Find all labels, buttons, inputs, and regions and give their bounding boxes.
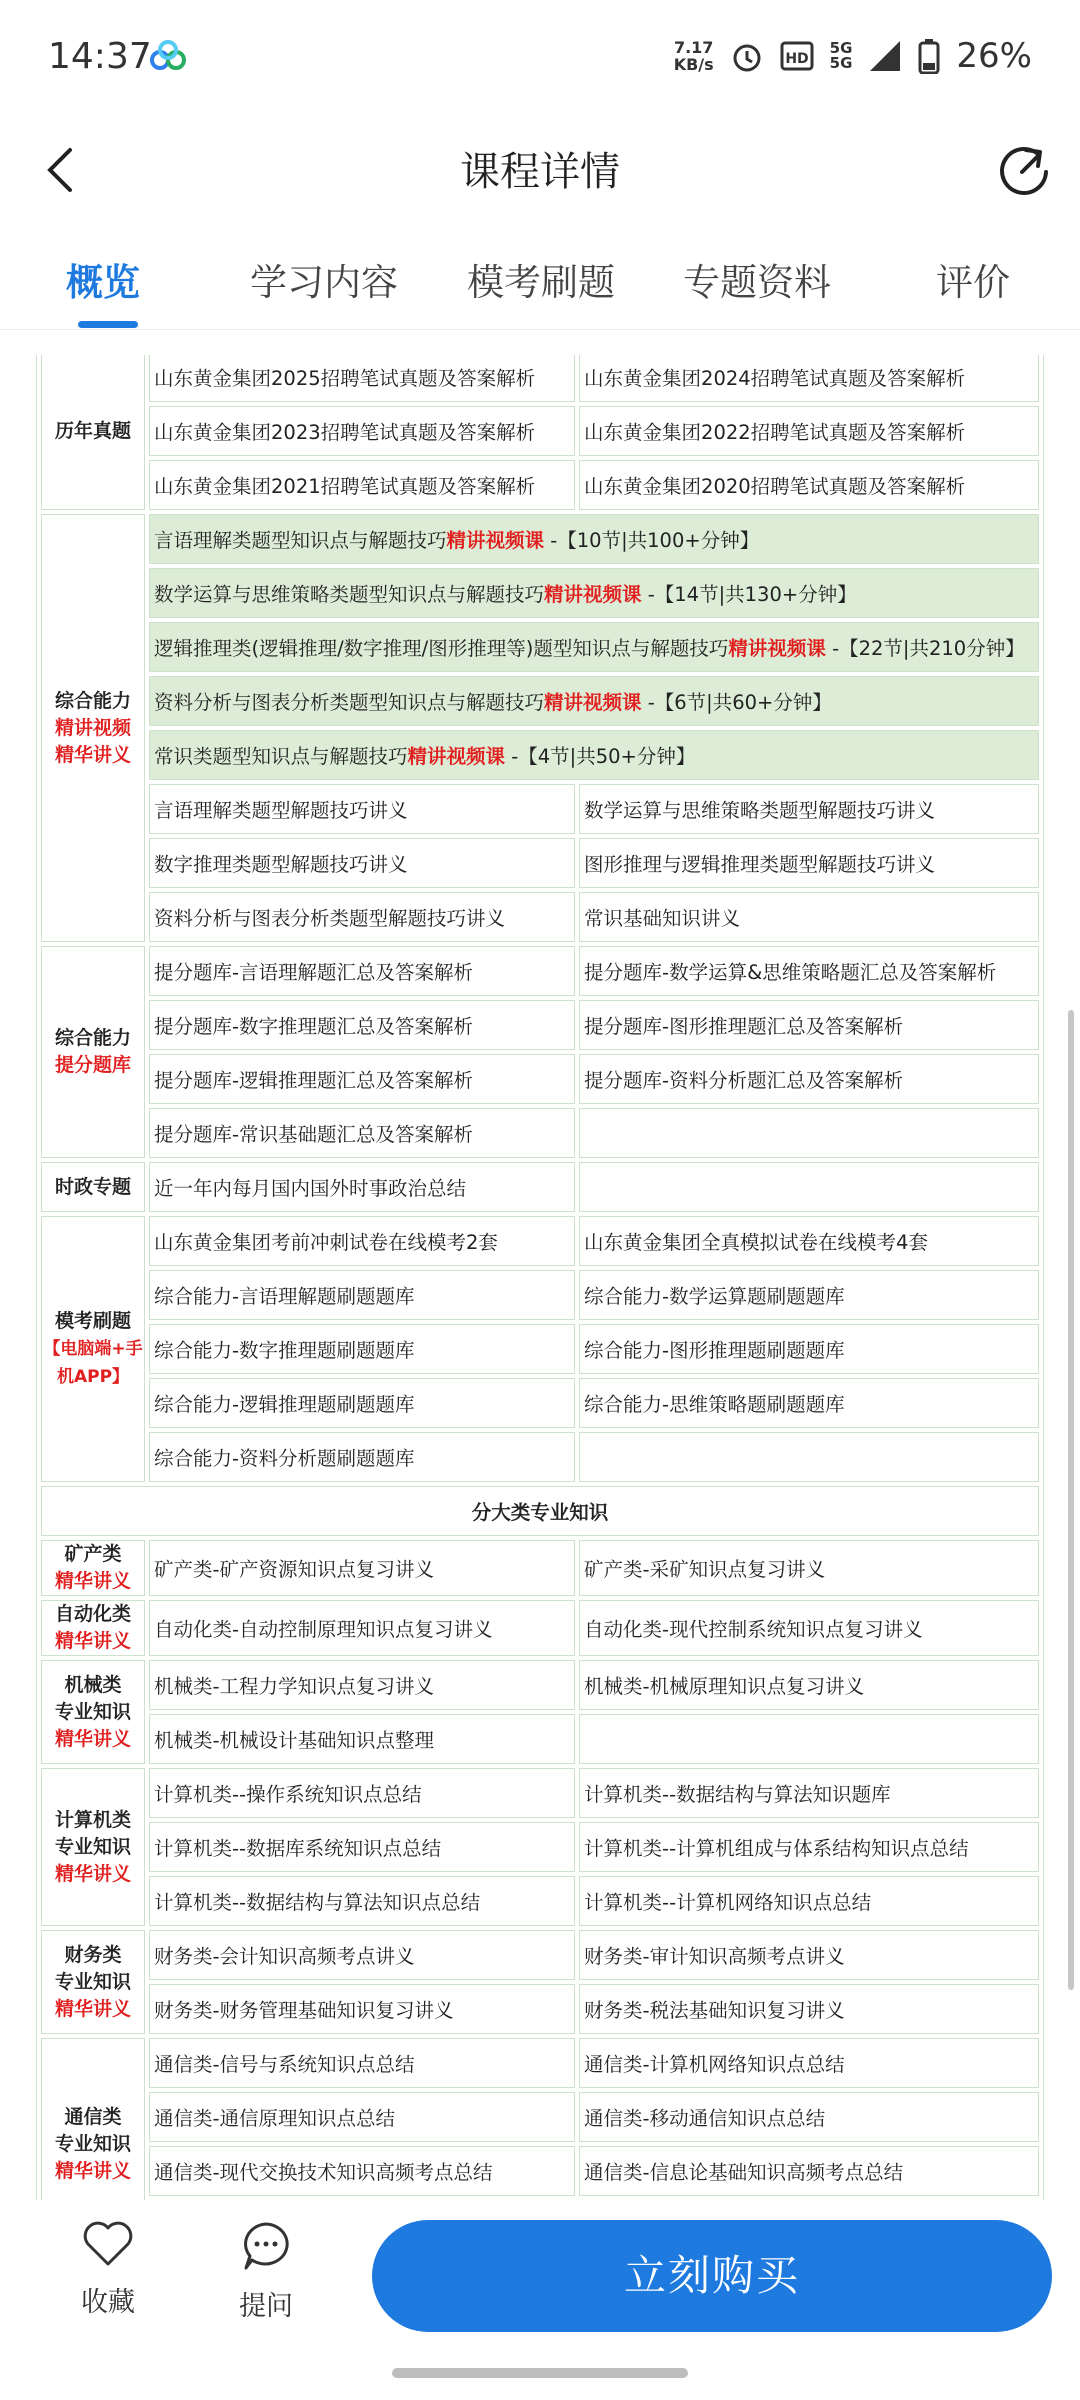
page-header (0, 120, 1080, 220)
table-row (41, 1270, 1039, 1320)
category-cell: 模考刷题 【电脑端+手机APP】 (41, 1216, 145, 1482)
tab-learning-content[interactable]: 学习内容 (250, 261, 398, 304)
table-row (41, 460, 1039, 510)
table-row (41, 1000, 1039, 1050)
table-cell: 山东黄金集团2023招聘笔试真题及答案解析 (149, 406, 575, 456)
table-cell: 提分题库-言语理解题汇总及答案解析 (149, 946, 575, 996)
ask-question-label: 提问 (239, 2291, 293, 2322)
table-cell: 提分题库-数学运算&思维策略题汇总及答案解析 (579, 946, 1039, 996)
table-row (41, 1378, 1039, 1428)
table-cell: 山东黄金集团2024招聘笔试真题及答案解析 (579, 355, 1039, 402)
table-row (41, 1930, 1039, 1980)
table-cell: 图形推理与逻辑推理类题型解题技巧讲义 (579, 838, 1039, 888)
table-cell (579, 1714, 1039, 1764)
battery-percent: 26% (956, 36, 1032, 76)
network-type: 5G 5G (829, 39, 853, 72)
share-refresh-icon[interactable] (994, 138, 1054, 198)
table-cell: 综合能力-思维策略题刷题题库 (579, 1378, 1039, 1428)
table-cell: 机械类-工程力学知识点复习讲义 (149, 1660, 575, 1710)
table-row (41, 1486, 1039, 1536)
table-cell: 言语理解类题型解题技巧讲义 (149, 784, 575, 834)
table-cell: 近一年内每月国内国外时事政治总结 (149, 1162, 575, 1212)
section-header: 分大类专业知识 (41, 1486, 1039, 1536)
table-row (41, 1984, 1039, 2034)
table-cell: 数字推理类题型解题技巧讲义 (149, 838, 575, 888)
network-speed: 7.17 KB/s (673, 38, 714, 74)
table-cell: 自动化类-现代控制系统知识点复习讲义 (579, 1600, 1039, 1656)
table-cell: 综合能力-逻辑推理题刷题题库 (149, 1378, 575, 1428)
signal-icon (868, 39, 902, 73)
tab-reviews[interactable]: 评价 (936, 261, 1010, 304)
table-cell: 山东黄金集团2022招聘笔试真题及答案解析 (579, 406, 1039, 456)
table-cell: 财务类-会计知识高频考点讲义 (149, 1930, 575, 1980)
category-cell: 通信类 专业知识 精华讲义 (41, 2038, 145, 2200)
table-row (41, 406, 1039, 456)
table-row (41, 1540, 1039, 1596)
table-cell: 机械类-机械设计基础知识点整理 (149, 1714, 575, 1764)
table-row (41, 514, 1039, 564)
battery-icon (918, 38, 940, 74)
table-row (41, 1108, 1039, 1158)
tab-mock-exam[interactable]: 模考刷题 (467, 261, 615, 304)
table-cell: 财务类-审计知识高频考点讲义 (579, 1930, 1039, 1980)
table-cell: 计算机类--计算机组成与体系结构知识点总结 (579, 1822, 1039, 1872)
table-row (41, 1714, 1039, 1764)
table-cell: 提分题库-图形推理题汇总及答案解析 (579, 1000, 1039, 1050)
table-row (41, 1324, 1039, 1374)
video-course-cell: 常识类题型知识点与解题技巧精讲视频课 -【4节|共50+分钟】 (149, 730, 1039, 780)
table-row (41, 1162, 1039, 1212)
table-cell: 计算机类--数据结构与算法知识点总结 (149, 1876, 575, 1926)
category-cell: 计算机类 专业知识 精华讲义 (41, 1768, 145, 1926)
category-cell: 综合能力 精讲视频 精华讲义 (41, 514, 145, 942)
video-course-cell: 言语理解类题型知识点与解题技巧精讲视频课 -【10节|共100+分钟】 (149, 514, 1039, 564)
table-cell: 综合能力-数学运算题刷题题库 (579, 1270, 1039, 1320)
table-row (41, 1822, 1039, 1872)
table-cell: 山东黄金集团2025招聘笔试真题及答案解析 (149, 355, 575, 402)
course-table (36, 355, 1044, 2200)
scrollbar[interactable] (1068, 1010, 1074, 1990)
svg-text:HD: HD (785, 51, 809, 67)
table-cell: 计算机类--数据结构与算法知识题库 (579, 1768, 1039, 1818)
table-row (41, 1876, 1039, 1926)
table-row (41, 1054, 1039, 1104)
category-cell: 自动化类 精华讲义 (41, 1600, 145, 1656)
table-cell (579, 1432, 1039, 1482)
table-cell: 综合能力-资料分析题刷题题库 (149, 1432, 575, 1482)
table-cell: 山东黄金集团考前冲刺试卷在线模考2套 (149, 1216, 575, 1266)
table-row (41, 1600, 1039, 1656)
table-cell: 资料分析与图表分析类题型解题技巧讲义 (149, 892, 575, 942)
table-row (41, 568, 1039, 618)
favorite-button[interactable] (58, 2220, 158, 2319)
status-bar (0, 0, 1080, 120)
category-cell: 机械类 专业知识 精华讲义 (41, 1660, 145, 1764)
table-row (41, 838, 1039, 888)
table-row (41, 355, 1039, 402)
table-cell: 综合能力-言语理解题刷题题库 (149, 1270, 575, 1320)
table-cell: 通信类-信号与系统知识点总结 (149, 2038, 575, 2088)
favorite-label: 收藏 (81, 2287, 135, 2318)
ask-question-button[interactable] (216, 2220, 316, 2323)
table-cell (579, 1162, 1039, 1212)
table-cell: 常识基础知识讲义 (579, 892, 1039, 942)
table-row (41, 1768, 1039, 1818)
table-cell: 通信类-通信原理知识点总结 (149, 2092, 575, 2142)
tab-special-materials[interactable]: 专题资料 (683, 261, 831, 304)
table-cell: 自动化类-自动控制原理知识点复习讲义 (149, 1600, 575, 1656)
table-row (41, 622, 1039, 672)
table-cell: 通信类-现代交换技术知识高频考点总结 (149, 2146, 575, 2196)
table-cell: 矿产类-矿产资源知识点复习讲义 (149, 1540, 575, 1596)
table-row (41, 946, 1039, 996)
table-cell: 通信类-信息论基础知识高频考点总结 (579, 2146, 1039, 2196)
table-row (41, 892, 1039, 942)
table-cell (579, 1108, 1039, 1158)
course-content-table (36, 355, 1044, 2200)
active-tab-indicator (78, 321, 138, 328)
table-cell: 提分题库-数字推理题汇总及答案解析 (149, 1000, 575, 1050)
video-course-cell: 资料分析与图表分析类题型知识点与解题技巧精讲视频课 -【6节|共60+分钟】 (149, 676, 1039, 726)
home-indicator[interactable] (392, 2368, 688, 2378)
table-cell: 财务类-财务管理基础知识复习讲义 (149, 1984, 575, 2034)
table-cell: 山东黄金集团2021招聘笔试真题及答案解析 (149, 460, 575, 510)
table-cell: 通信类-移动通信知识点总结 (579, 2092, 1039, 2142)
video-course-cell: 数学运算与思维策略类题型知识点与解题技巧精讲视频课 -【14节|共130+分钟】 (149, 568, 1039, 618)
page-title: 课程详情 (460, 149, 620, 195)
status-time: 14:37 (48, 36, 152, 77)
table-cell: 财务类-税法基础知识复习讲义 (579, 1984, 1039, 2034)
category-cell: 历年真题 (41, 355, 145, 510)
buy-now-button[interactable]: 立刻购买 (372, 2220, 1052, 2332)
table-row (41, 2038, 1039, 2088)
table-row (41, 676, 1039, 726)
table-cell: 综合能力-图形推理题刷题题库 (579, 1324, 1039, 1374)
table-row (41, 1660, 1039, 1710)
table-cell: 计算机类--计算机网络知识点总结 (579, 1876, 1039, 1926)
cloud-app-icon (148, 40, 188, 72)
table-row (41, 730, 1039, 780)
category-cell: 时政专题 (41, 1162, 145, 1212)
table-cell: 计算机类--操作系统知识点总结 (149, 1768, 575, 1818)
video-course-cell: 逻辑推理类(逻辑推理/数字推理/图形推理等)题型知识点与解题技巧精讲视频课 -【22节|共210分钟】 (149, 622, 1039, 672)
table-cell: 提分题库-资料分析题汇总及答案解析 (579, 1054, 1039, 1104)
tab-bar (0, 225, 1080, 330)
table-row (41, 1432, 1039, 1482)
hd-icon (780, 39, 814, 73)
category-cell: 综合能力 提分题库 (41, 946, 145, 1158)
table-cell: 山东黄金集团2020招聘笔试真题及答案解析 (579, 460, 1039, 510)
table-row (41, 1216, 1039, 1266)
table-row (41, 784, 1039, 834)
table-cell: 综合能力-数字推理题刷题题库 (149, 1324, 575, 1374)
heart-icon (82, 2220, 134, 2268)
alarm-icon (730, 39, 764, 73)
category-cell: 财务类 专业知识 精华讲义 (41, 1930, 145, 2034)
table-cell: 机械类-机械原理知识点复习讲义 (579, 1660, 1039, 1710)
table-cell: 提分题库-逻辑推理题汇总及答案解析 (149, 1054, 575, 1104)
table-cell: 山东黄金集团全真模拟试卷在线模考4套 (579, 1216, 1039, 1266)
table-row (41, 2146, 1039, 2196)
table-cell: 矿产类-采矿知识点复习讲义 (579, 1540, 1039, 1596)
chat-bubble-icon (240, 2220, 292, 2272)
table-cell: 通信类-计算机网络知识点总结 (579, 2038, 1039, 2088)
table-row (41, 2092, 1039, 2142)
table-cell: 数学运算与思维策略类题型解题技巧讲义 (579, 784, 1039, 834)
table-cell: 提分题库-常识基础题汇总及答案解析 (149, 1108, 575, 1158)
category-cell: 矿产类 精华讲义 (41, 1540, 145, 1596)
tab-overview[interactable]: 概览 (66, 261, 140, 304)
table-cell: 计算机类--数据库系统知识点总结 (149, 1822, 575, 1872)
